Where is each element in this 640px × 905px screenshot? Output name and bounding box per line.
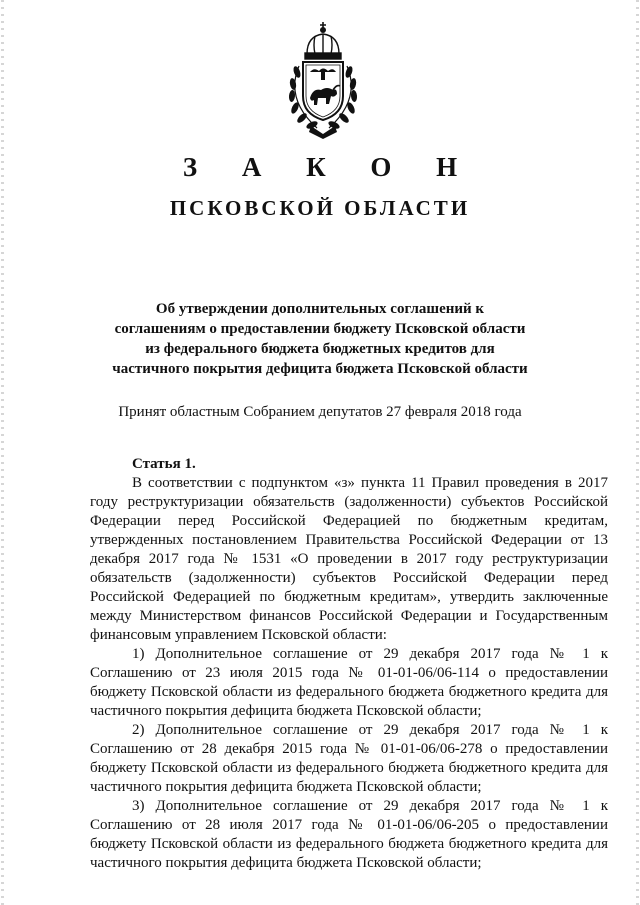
law-title: З А К О Н — [182, 152, 477, 182]
law-region-title: ПСКОВСКОЙ ОБЛАСТИ — [169, 196, 471, 220]
article-item: 3) Дополнительное соглашение от 29 декабря 2017 года № 1 к Соглашению от 28 июля 2017 года № 01-01-06/06-205 о предоставлении бюджету Псковской области из федерального бюджета бюджетного кредита для частичного покрытия дефицита бюджета Псковской области; — [90, 798, 608, 871]
article-item: 1) Дополнительное соглашение от 29 декабря 2017 года № 1 к Соглашению от 23 июля 2015 года № 01-01-06/06-114 о предоставлении бюджету Псковской области из федерального бюджета бюджетного кредита для частичного покрытия дефицита бюджета Псковской области; — [90, 646, 608, 719]
article-title: Статья 1. — [132, 456, 196, 472]
law-heading: Об утверждении дополнительных соглашений к соглашениям о предоставлении бюджету Псковской области из федерального бюджета бюджетных кредитов для частичного покрытия дефицита бюджета Псковской области — [112, 301, 528, 377]
scan-edge-right — [636, 0, 639, 905]
article-item: 2) Дополнительное соглашение от 29 декабря 2017 года № 1 к Соглашению от 28 декабря 2015 года № 01-01-06/06-278 о предоставлении бюджету Псковской области из федерального бюджета бюджетного кредита для частичного покрытия дефицита бюджета Псковской области; — [90, 722, 608, 795]
adoption-note: Принят областным Собранием депутатов 27 февраля 2018 года — [118, 404, 522, 420]
article-body — [90, 455, 608, 873]
pskov-oblast-coat-of-arms-icon — [277, 14, 369, 142]
article-intro: В соответствии с подпунктом «з» пункта 11 Правил проведения в 2017 году реструктуризации обязательств (задолженности) субъектов Российской Федерации перед Российской Федерацией по бюджетным кредитам, утвержденных постановлением Правительства Российской Федерации от 13 декабря 2017 года № 1531 «О проведении в 2017 году реструктуризации обязательств (задолженности) субъектов Российской Федерации перед Российской Федерацией по бюджетным кредитам», утвердить заключенные между Министерством финансов Российской Федерации и Государственным финансовым управлением Псковской области: — [90, 475, 608, 643]
scan-edge-left — [1, 0, 4, 905]
